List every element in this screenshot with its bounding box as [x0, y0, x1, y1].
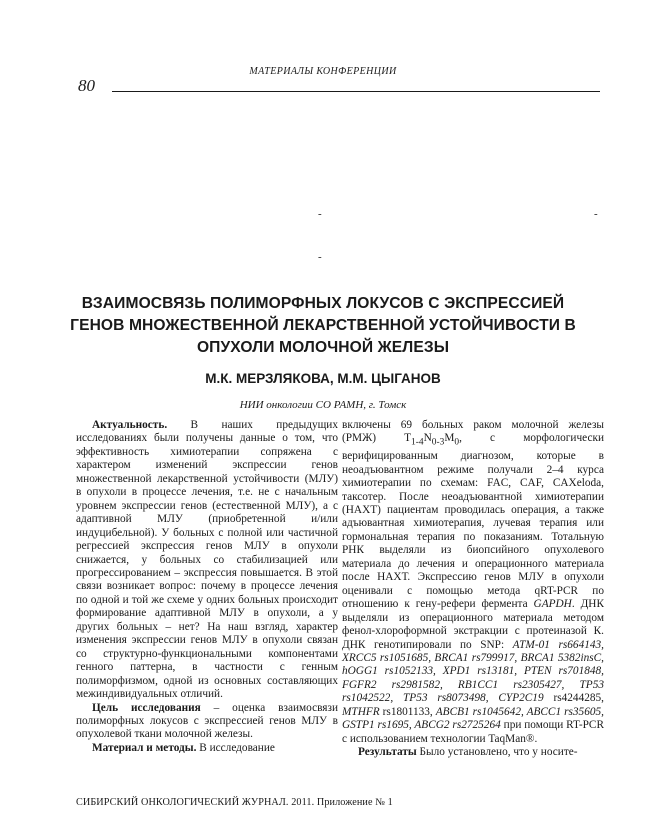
- tnm-letter: N: [423, 432, 432, 445]
- article-affiliation: НИИ онкологии СО РАМН, г. Томск: [239, 399, 407, 411]
- text-methods-cont: при помощи RT-PCR с использованием технологии TaqMan®.: [342, 719, 604, 745]
- journal-footer: СИБИРСКИЙ ОНКОЛОГИЧЕСКИЙ ЖУРНАЛ. 2011. Приложение № 1: [76, 797, 393, 808]
- paragraph-results: [342, 746, 604, 759]
- gene-name: MTHFR: [342, 705, 380, 718]
- snp-rs: rs4244285,: [543, 692, 604, 705]
- heading-results: Результаты: [358, 746, 417, 759]
- article-authors: М.К. МЕРЗЛЯКОВА, М.М. ЦЫГАНОВ: [205, 371, 441, 386]
- stray-dash-mark: -: [594, 208, 598, 220]
- tnm-subscript: 1-4: [411, 437, 424, 448]
- stray-dash-mark: -: [318, 208, 322, 220]
- right-column: [342, 419, 604, 760]
- snp-list: ATM-01 rs664143, XRCC5 rs1051685, BRCA1 rs799917, BRCA1 5382insC, hOGG1 rs1052133, XPD1 rs13181, PTEN rs701848, FGFR2 rs2981582, RB1CC1 rs2305427, TP53 rs1042522, TP53 rs8073498, CYP2C19: [342, 638, 604, 705]
- tnm-subscript: 0-3: [431, 437, 445, 448]
- paragraph-methods: [76, 742, 338, 755]
- tnm-subscript: 0: [454, 437, 460, 448]
- paragraph-aim: [76, 702, 338, 742]
- page-number: 80: [78, 76, 95, 95]
- text-results: Было установлено, что у носите-: [416, 746, 578, 759]
- text-aim: – оценка взаимосвязи полиморфных локусов с экспрессией генов МЛУ в опухолевой ткани молочной железы.: [76, 701, 338, 741]
- running-header: МАТЕРИАЛЫ КОНФЕРЕНЦИИ: [249, 66, 397, 77]
- text-methods-cont: включены 69 больных раком молочной железы (РМЖ) T: [342, 419, 604, 445]
- header-rule: [112, 91, 600, 92]
- paragraph-methods-cont: [342, 419, 604, 746]
- heading-aim: Цель исследования: [92, 701, 201, 714]
- gene-name: GAPDH: [533, 598, 572, 611]
- snp-rs: rs1801133,: [379, 705, 436, 718]
- left-column: [76, 419, 338, 755]
- article-title: ВЗАИМОСВЯЗЬ ПОЛИМОРФНЫХ ЛОКУСОВ С ЭКСПРЕССИЕЙ ГЕНОВ МНОЖЕСТВЕННОЙ ЛЕКАРСТВЕННОЙ УСТОЙЧИВОСТИ В ОПУХОЛИ МОЛОЧНОЙ ЖЕЛЕЗЫ: [70, 295, 576, 356]
- heading-relevance: Актуальность.: [92, 419, 168, 431]
- text-relevance: В наших предыдущих исследованиях были получены данные о том, что эффективность химиотерапии сопряжена с характером изменений экспрессии генов множественной лекарственной устойчивости (МЛУ) в опухоли в процессе лечения, т.е. не с начальным уровнем экспрессии генов (естественной МЛУ), а с адаптивной МЛУ (приобретенной и/или индуцибельной). У больных с полной или частичной регрессией экспрессия генов МЛУ в опухоли снижается, у больных со стабилизацией или прогрессированием – экспрессия повышается. В этой связи возникает вопрос: почему в процессе лечения по одной и той же схеме у одних больных происходит формирование адаптивной МЛУ в опухоли, а у других больных – нет? На наш взгляд, характер изменения экспрессии генов МЛУ в опухоли связан со структурно-функциональными компонентами генного паттерна, в частности с генным полиморфизмом, одной из основных составляющих межиндивидуальных отличий.: [76, 419, 338, 701]
- stray-dash-mark: -: [318, 251, 322, 263]
- snp-list: ABCB1 rs1045642, ABCC1 rs35605, GSTP1 rs1695, ABCG2 rs2725264: [342, 705, 604, 732]
- paragraph-relevance: [76, 419, 338, 702]
- text-methods-cont: . ДНК выделяли из операционного материала методом фенол-хлороформной экстракции с протеиназой К. ДНК генотипировали по SNP:: [342, 598, 604, 651]
- tnm-letter: M: [444, 432, 455, 445]
- text-methods-cont: , с морфологически верифицированным диагнозом, которые в неоадъювантном режиме получали 2–4 курса химиотерапии по схемам: FAC, CAF, CAXeloda, таксотер. После неоадъювантной химиотерапии (НАХТ) пациентам проводилась операция, а также адъювантная химиотерапия, лучевая терапия или гормональная терапия по показаниям. Тотальную РНК выделяли из биопсийного опухолевого материала до лечения и операционного материала после НАХТ. Экспрессию генов МЛУ в опухоли оценивали с помощью метода qRT-PCR по отношению к гену-рефери фермента: [342, 432, 604, 611]
- text-methods: В исследование: [196, 741, 275, 754]
- heading-methods: Материал и методы.: [92, 741, 197, 754]
